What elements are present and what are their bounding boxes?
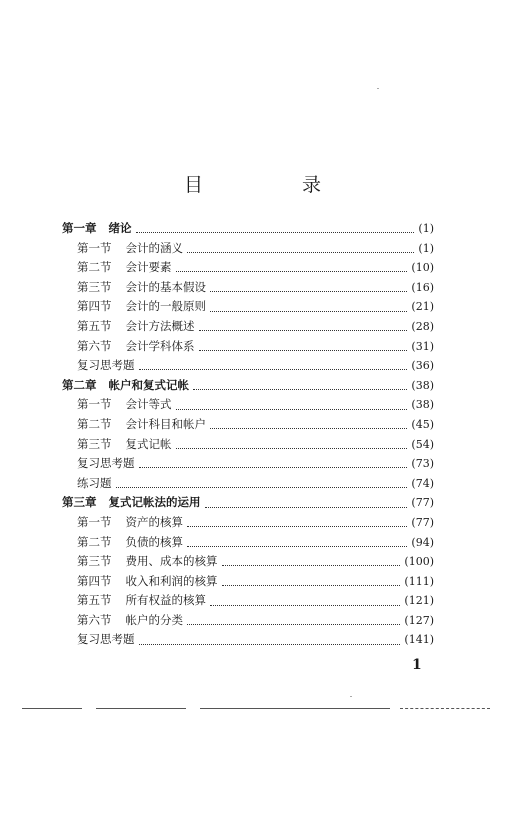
dot-leader <box>210 605 400 606</box>
toc-entry-page: (1) <box>418 222 434 235</box>
toc-section-row <box>62 475 434 495</box>
toc-entry-number: 第四节 <box>77 573 112 588</box>
dot-leader <box>222 565 401 566</box>
toc-section-row <box>62 396 434 416</box>
toc-section-row <box>62 259 434 279</box>
toc-entry-title: 帐户和复式记帐 <box>108 377 189 392</box>
scan-line <box>22 708 82 709</box>
scan-speck <box>350 696 352 697</box>
toc-entry-title: 会计等式 <box>125 397 172 412</box>
toc-section-row <box>62 514 434 534</box>
dot-leader <box>210 291 407 292</box>
toc-entry-title: 会计方法概述 <box>125 318 195 333</box>
toc-entry-title: 会计学科体系 <box>125 338 195 353</box>
dot-leader <box>187 546 407 547</box>
toc-section-row <box>62 298 434 318</box>
scan-line <box>96 708 186 709</box>
dot-leader <box>176 448 408 449</box>
toc-entry-title: 帐户的分类 <box>125 612 183 627</box>
toc-entry-page: (127) <box>404 613 434 627</box>
dot-leader <box>222 585 401 586</box>
toc-entry-number: 第四节 <box>77 299 112 314</box>
toc-entry-number: 第六节 <box>77 612 112 627</box>
toc-section-row <box>62 631 434 651</box>
toc-entry-page: (100) <box>404 555 434 569</box>
toc-entry-number: 第三节 <box>77 436 112 451</box>
toc-entry-title: 会计科目和帐户 <box>125 416 206 431</box>
toc-entry-number: 第二节 <box>77 260 112 275</box>
toc-section-row <box>62 592 434 612</box>
toc-entry-page: (21) <box>411 300 434 314</box>
toc-entry-page: (74) <box>411 476 434 490</box>
dot-leader <box>116 487 408 488</box>
toc-entry-page: (31) <box>411 339 434 353</box>
toc-entry-number: 第二节 <box>77 534 112 549</box>
dot-leader <box>139 467 408 468</box>
toc-entry-number: 第五节 <box>77 593 112 608</box>
toc-chapter-row <box>62 220 434 240</box>
toc-entry-page: (10) <box>411 261 434 275</box>
dot-leader <box>136 232 415 233</box>
dot-leader <box>205 507 408 508</box>
toc-section-row <box>62 318 434 338</box>
toc-chapter-row <box>62 494 434 514</box>
toc-section-row <box>62 455 434 475</box>
toc-entry-title: 会计要素 <box>125 260 172 275</box>
toc-section-row <box>62 416 434 436</box>
dot-leader <box>176 409 408 410</box>
toc-entry-page: (54) <box>411 437 434 451</box>
dot-leader <box>210 311 407 312</box>
toc-section-row <box>62 240 434 260</box>
toc-entry-number: 第一节 <box>77 240 112 255</box>
toc-entry-title: 会计的涵义 <box>125 240 183 255</box>
toc-entry-title: 会计的基本假设 <box>125 279 206 294</box>
toc-entry-page: (16) <box>411 280 434 294</box>
toc-section-row <box>62 279 434 299</box>
toc-section-row <box>62 534 434 554</box>
dot-leader <box>199 330 408 331</box>
scan-line <box>200 708 390 709</box>
dot-leader <box>187 526 407 527</box>
toc-entry-title: 复式记帐 <box>125 436 172 451</box>
toc-entry-number: 第五节 <box>77 318 112 333</box>
toc-section-row <box>62 436 434 456</box>
dot-leader <box>187 252 414 253</box>
dot-leader <box>139 369 408 370</box>
toc-entry-page: (38) <box>411 378 434 392</box>
toc-section-row <box>62 357 434 377</box>
toc-entry-title: 费用、成本的核算 <box>125 554 218 569</box>
toc-entry-number: 第一节 <box>77 514 112 529</box>
toc-entry-number: 第二节 <box>77 416 112 431</box>
toc-entry-page: (77) <box>411 496 434 510</box>
page-number: 1 <box>412 657 422 673</box>
toc-entry-title: 所有权益的核算 <box>125 593 206 608</box>
toc-entry-title: 会计的一般原则 <box>125 299 206 314</box>
dot-leader <box>210 428 407 429</box>
toc-chapter-row <box>62 377 434 397</box>
dot-leader <box>187 624 400 625</box>
toc-section-row <box>62 338 434 358</box>
toc-entry-page: (73) <box>411 457 434 471</box>
toc-entry-title: 练习题 <box>77 475 112 490</box>
dot-leader <box>193 389 407 390</box>
dot-leader <box>139 644 401 645</box>
toc-entry-number: 第三节 <box>77 554 112 569</box>
toc-entry-title: 资产的核算 <box>125 514 183 529</box>
dot-leader <box>199 350 408 351</box>
toc-entry-title: 负债的核算 <box>125 534 183 549</box>
toc-entry-page: (36) <box>411 359 434 373</box>
toc-entry-title: 复习思考题 <box>77 456 135 471</box>
toc-section-row <box>62 612 434 632</box>
toc-entry-page: (121) <box>404 594 434 608</box>
toc-entry-number: 第一节 <box>77 397 112 412</box>
toc-entry-title: 复式记帐法的运用 <box>108 495 201 510</box>
toc-entry-number: 第三章 <box>62 495 97 510</box>
toc-entry-page: (94) <box>411 535 434 549</box>
toc-entry-page: (1) <box>418 241 434 255</box>
scan-line <box>400 708 490 709</box>
toc-entry-title: 绪论 <box>108 221 132 235</box>
toc-entry-number: 第六节 <box>77 338 112 353</box>
toc-entry-number: 第一章 <box>62 221 97 235</box>
toc-section-row <box>62 553 434 573</box>
toc-entry-page: (111) <box>404 574 434 588</box>
toc-entry-title: 复习思考题 <box>77 632 135 647</box>
toc-entry-number: 第三节 <box>77 279 112 294</box>
dot-leader <box>176 271 408 272</box>
toc-entry-title: 复习思考题 <box>77 358 135 373</box>
table-of-contents <box>62 220 434 651</box>
toc-entry-page: (38) <box>411 398 434 412</box>
toc-entry-title: 收入和利润的核算 <box>125 573 218 588</box>
toc-entry-page: (77) <box>411 515 434 529</box>
page-title: 目 录 <box>183 174 361 196</box>
toc-entry-number: 第二章 <box>62 377 97 392</box>
toc-entry-page: (45) <box>411 417 434 431</box>
scan-speck <box>377 88 379 89</box>
toc-entry-page: (28) <box>411 319 434 333</box>
toc-section-row <box>62 573 434 593</box>
toc-entry-page: (141) <box>404 633 434 647</box>
